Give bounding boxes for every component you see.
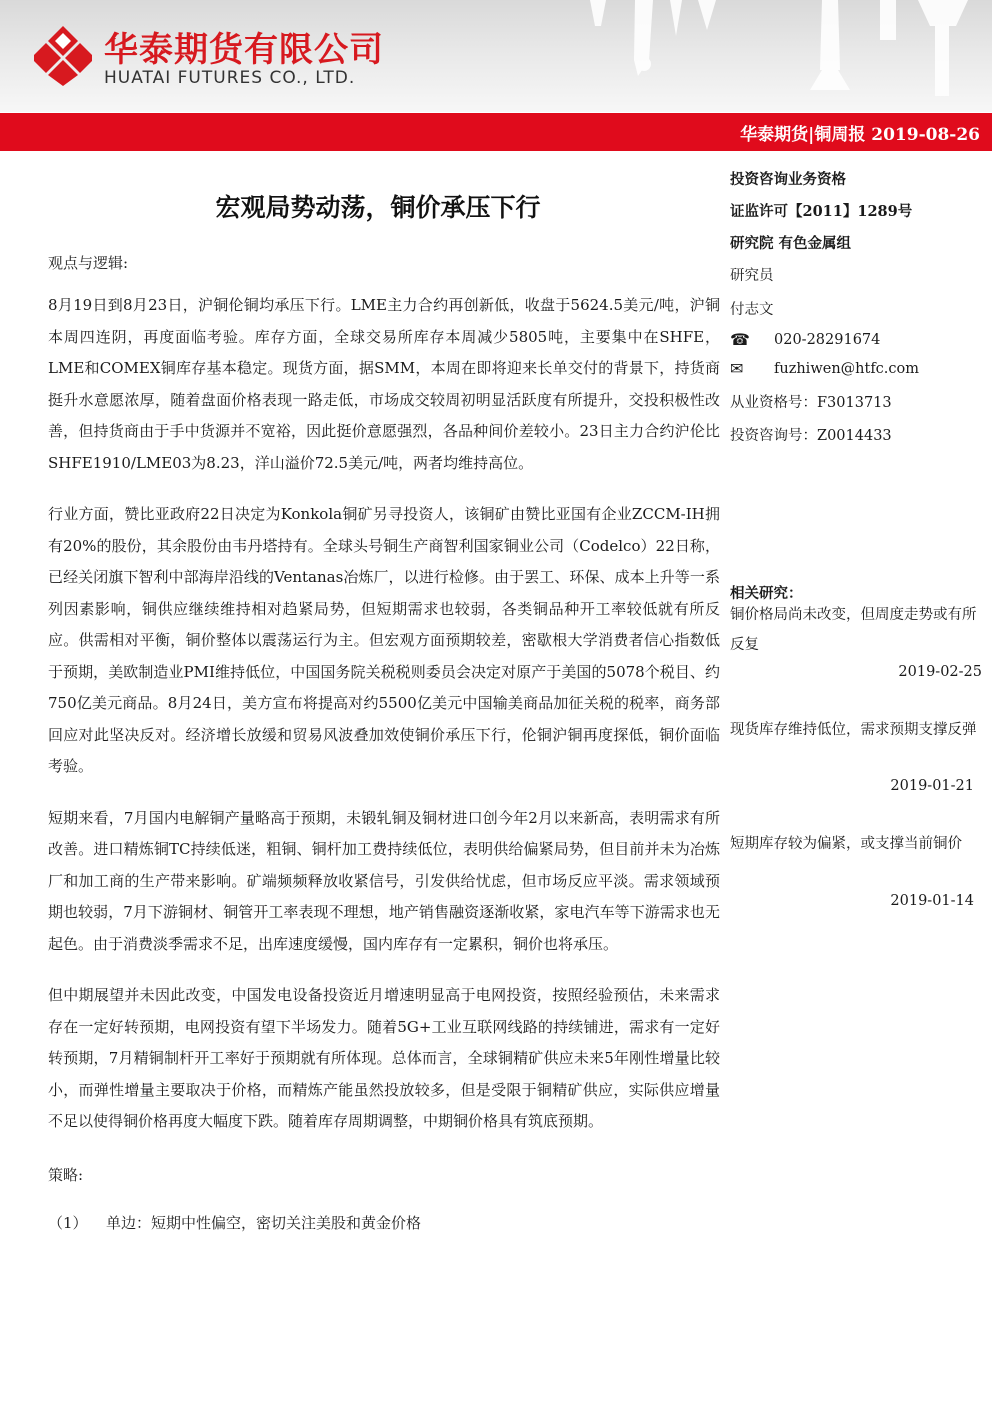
related-item-date: 2019-01-14 bbox=[890, 893, 974, 909]
report-title: 宏观局势动荡，铜价承压下行 bbox=[215, 193, 541, 222]
researcher-role: 研究员 bbox=[730, 268, 774, 284]
company-name-en: HUATAI FUTURES CO., LTD. bbox=[104, 68, 356, 88]
related-research-title: 相关研究： bbox=[730, 585, 803, 602]
related-item-title[interactable]: 铜价格局尚未改变，但周度走势或有所反复 bbox=[730, 607, 977, 653]
envelope-icon: ✉ bbox=[730, 359, 744, 378]
consult-number: 投资咨询号：Z0014433 bbox=[730, 428, 892, 444]
strategy-item-number: （1） bbox=[48, 1213, 88, 1232]
paragraph-market: 8月19日到8月23日，沪铜伦铜均承压下行。LME主力合约再创新低，收盘于5624.5美元/吨，沪铜本周四连阴，再度面临考验。库存方面，全球交易所库存本周减少5805吨，主要集中在SHFE，LME和COMEX铜库存基本稳定。现货方面，据SMM，本周在即将迎来长单交付的背景下，持货商挺升水意愿浓厚，随着盘面价格表现一路走低，市场成交较周初明显活跃度有所提升，交投积极性改善，但持货商由于手中货源并不宽裕，因此挺价意愿强烈，各品种间价差较小。23日主力合约沪伦比SHFE1910/LME03为8.23，洋山溢价72.5美元/吨，两者均维持高位。 bbox=[48, 296, 720, 472]
license-number: 从业资格号：F3013713 bbox=[730, 395, 892, 411]
viewpoint-label: 观点与逻辑: bbox=[48, 254, 129, 272]
report-header bbox=[0, 0, 992, 112]
license-text: 证监许可【2011】1289号 bbox=[730, 203, 913, 220]
related-item-date: 2019-02-25 bbox=[898, 664, 982, 680]
paragraph-short-term: 短期来看，7月国内电解铜产量略高于预期，未锻轧铜及铜材进口创今年2月以来新高，表明需求有所改善。进口精炼铜TC持续低迷，粗铜、铜杆加工费持续低位，表明供给偏紧局势，但目前并未为冶炼厂和加工商的生产带来影响。矿端频频释放收紧信号，引发供给忧虑，但市场反应平淡。需求领域预期也较弱，7月下游铜材、铜管开工率表现不理想，地产销售融资逐渐收紧，家电汽车等下游需求也无起色。由于消费淡季需求不足，出库速度缓慢，国内库存有一定累积，铜价也将承压。 bbox=[48, 808, 720, 953]
strategy-item bbox=[48, 1212, 720, 1234]
researcher-name: 付志文 bbox=[730, 302, 774, 318]
paragraph-industry: 行业方面，赞比亚政府22日决定为Konkola铜矿另寻投资人，该铜矿由赞比亚国有企业ZCCM-IH拥有20%的股份，其余股份由韦丹塔持有。全球头号铜生产商智利国家铜业公司（Codelco）22日称，已经关闭旗下智利中部海岸沿线的Ventanas冶炼厂，以进行检修。由于罢工、环保、成本上升等一系列因素影响，铜供应继续维持相对趋紧局势，但短期需求也较弱，各类铜品种开工率较低就有所反应。供需相对平衡，铜价整体以震荡运行为主。但宏观方面预期较差，密歇根大学消费者信心指数低于预期，美欧制造业PMI维持低位，中国国务院关税税则委员会决定对原产于美国的5078个税目、约750亿美元商品。8月24日，美方宣布将提高对约5500亿美元中国输美商品加征关税的税率，商务部回应对此坚决反对。经济增长放缓和贸易风波叠加效使铜价承压下行，伦铜沪铜再度探低，铜价面临考验。 bbox=[48, 505, 720, 775]
report-type-bar bbox=[0, 113, 992, 151]
paragraph-mid-term: 但中期展望并未因此改变，中国发电设备投资近月增速明显高于电网投资，按照经验预估，未来需求存在一定好转预期，电网投资有望下半场发力。随着5G+工业互联网线路的持续铺进，需求有一定好转预期，7月精铜制杆开工率好于预期就有所体现。总体而言，全球铜精矿供应未来5年刚性增量比较小，而弹性增量主要取决于价格，而精炼产能虽然投放较多，但是受限于铜精矿供应，实际供应增量不足以使得铜价格再度大幅度下跌。随着库存周期调整，中期铜价格具有筑底预期。 bbox=[48, 986, 720, 1130]
email-row bbox=[730, 359, 919, 378]
header-decoration bbox=[420, 0, 992, 112]
company-name-cn: 华泰期货有限公司 bbox=[104, 30, 384, 70]
huatai-logo-icon bbox=[34, 24, 92, 86]
strategy-label: 策略: bbox=[48, 1165, 84, 1184]
phone-row bbox=[730, 330, 880, 349]
related-item-title[interactable]: 现货库存维持低位，需求预期支撑反弹 bbox=[730, 722, 977, 738]
related-item-date: 2019-01-21 bbox=[890, 778, 974, 794]
main-content bbox=[48, 252, 720, 1234]
department: 研究院 有色金属组 bbox=[730, 235, 852, 252]
related-item-title[interactable]: 短期库存较为偏紧，或支撑当前铜价 bbox=[730, 836, 962, 852]
report-type-date: 华泰期货|铜周报 2019-08-26 bbox=[740, 125, 980, 145]
phone-number: 020-28291674 bbox=[774, 331, 881, 348]
qualification-title: 投资咨询业务资格 bbox=[730, 171, 846, 188]
phone-icon: ☎ bbox=[730, 330, 750, 349]
strategy-item-text: 单边：短期中性偏空，密切关注美股和黄金价格 bbox=[106, 1213, 422, 1232]
email-address[interactable]: fuzhiwen@htfc.com bbox=[774, 360, 920, 377]
